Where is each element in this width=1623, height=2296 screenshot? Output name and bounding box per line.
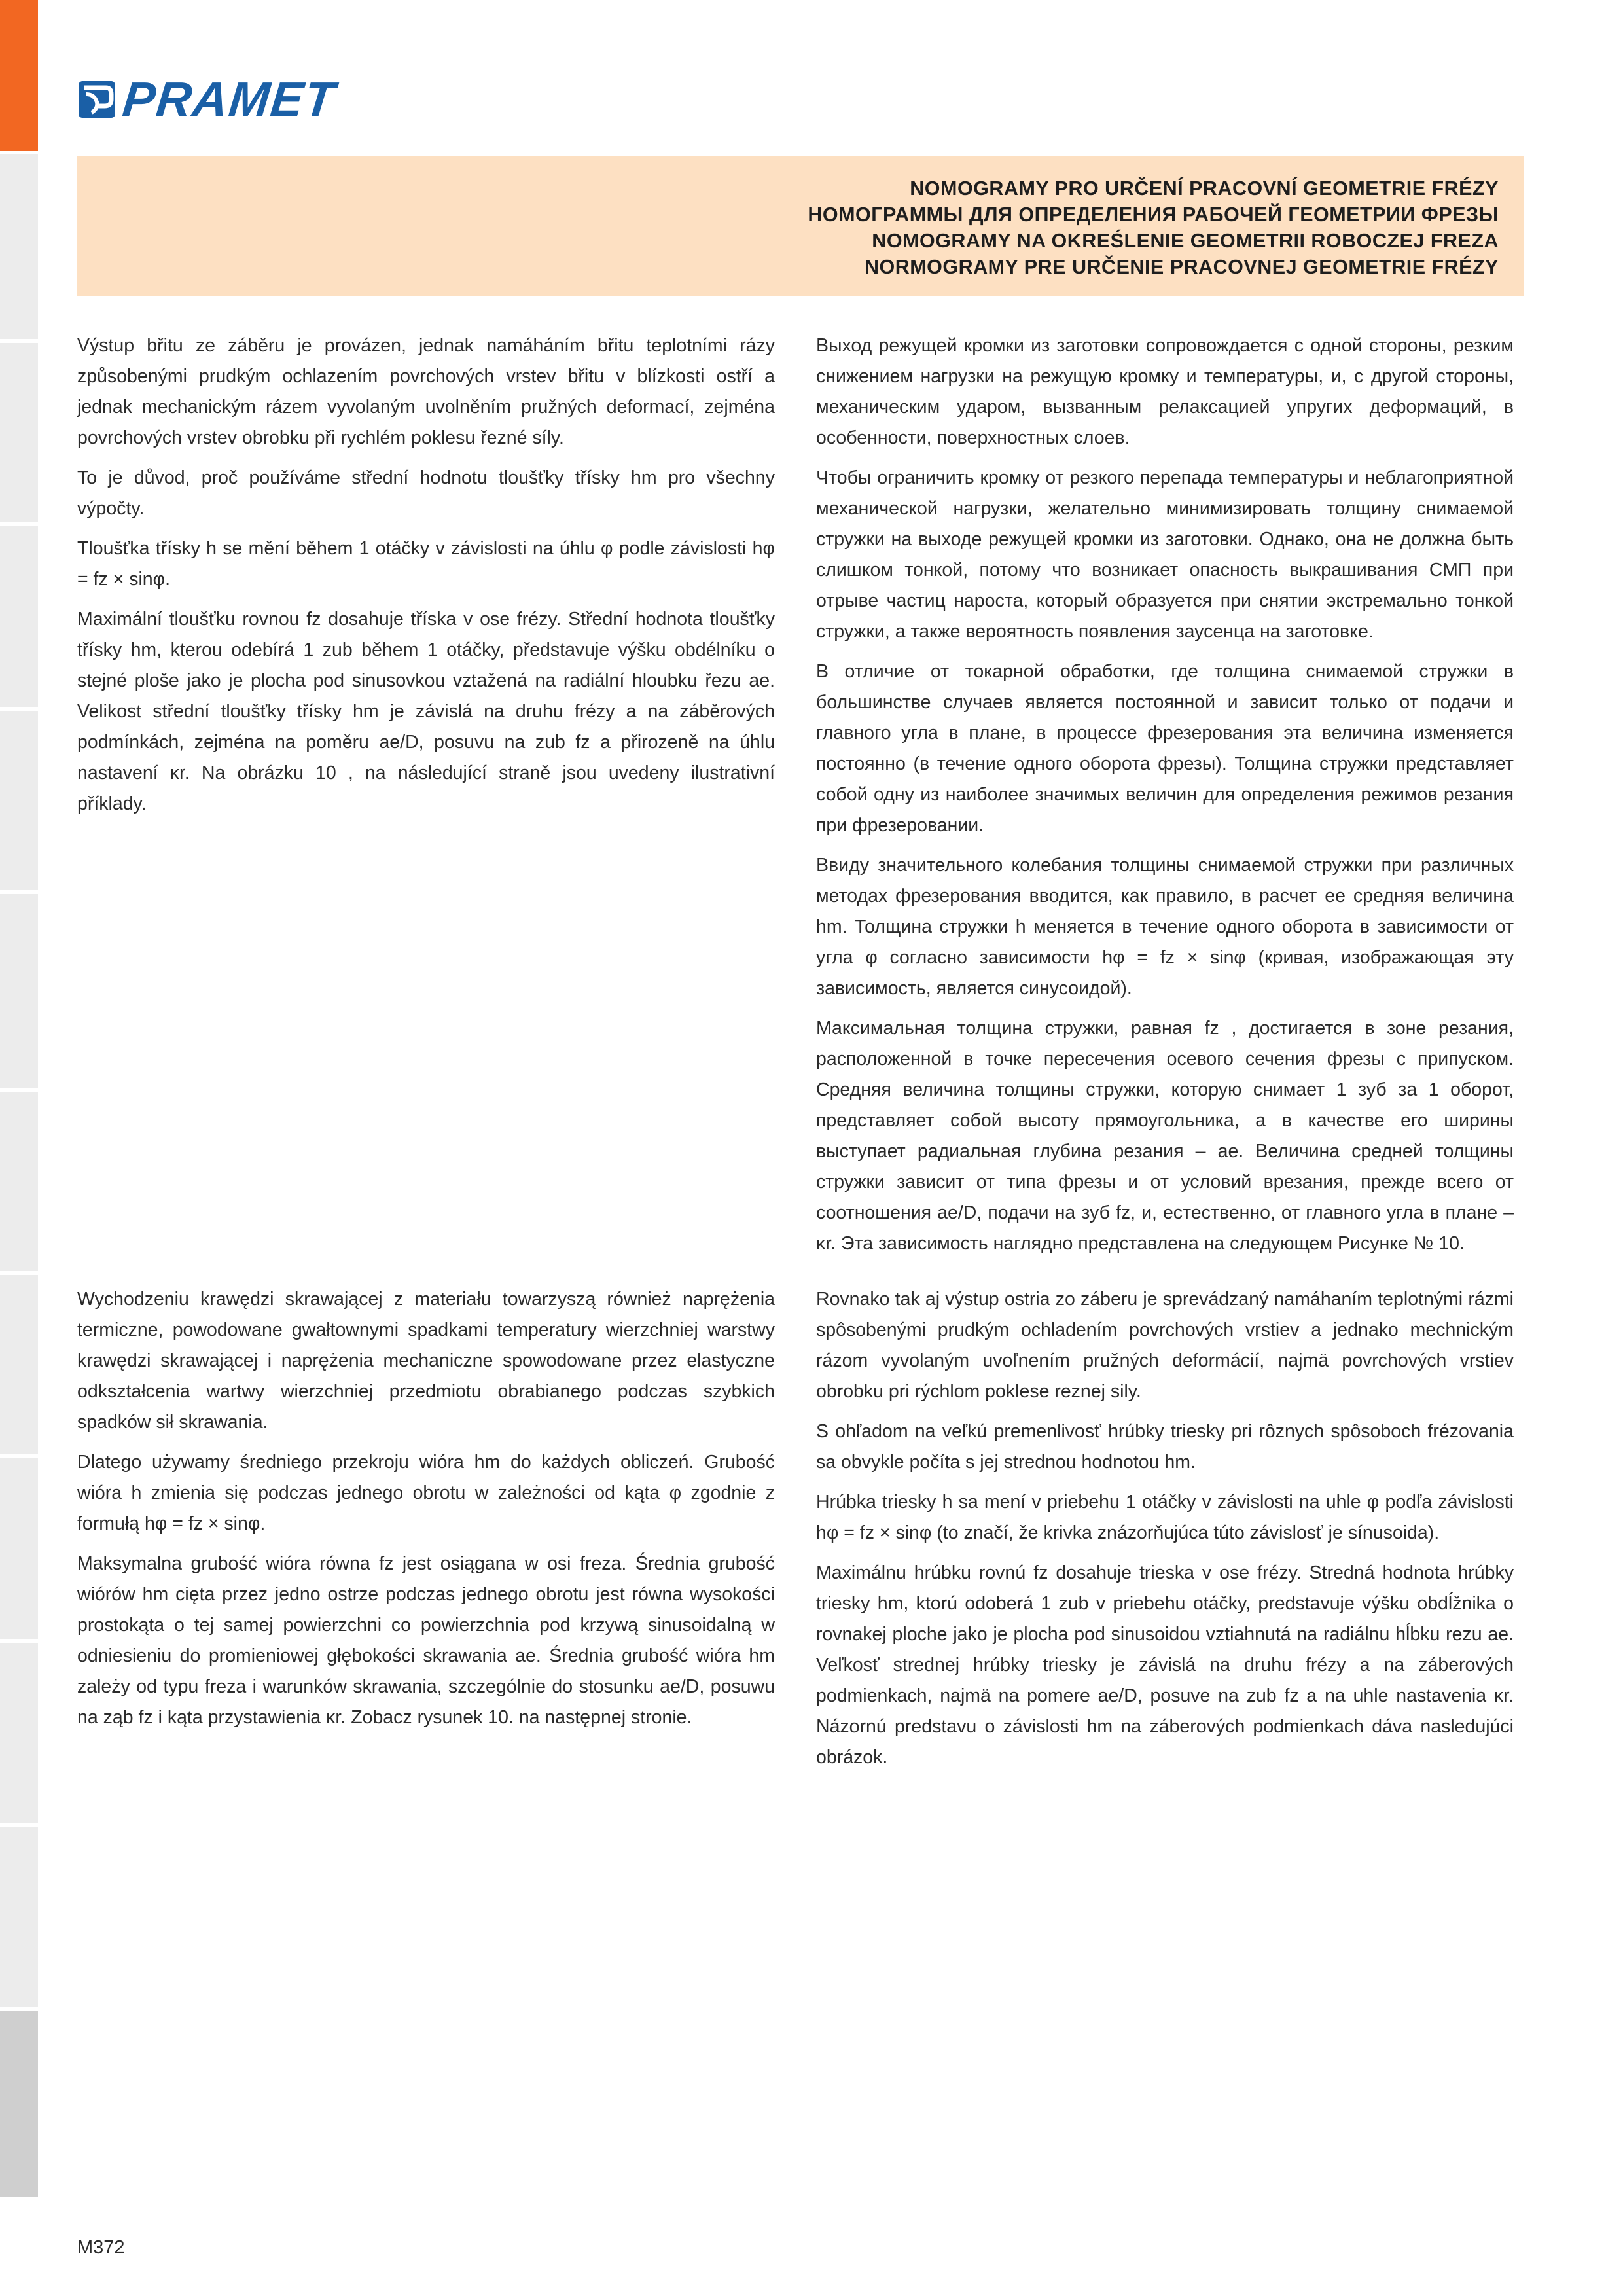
side-tab-strip [0,0,38,2296]
page-number: M372 [77,2237,125,2258]
text-column-czech [77,331,775,829]
paragraph: Výstup břitu ze záběru je provázen, jednak namáháním břitu teplotními rázy způsobenými prudkým ochlazením povrchových vrstev břitu v blízkosti ostří a jednak mechanickým rázem vyvolaným uvolněním pružných deformací, zejména povrchových vrstev obrobku při rychlém poklesu řezné síly. [77,335,775,448]
side-tab [0,894,38,1092]
title-russian: НОМОГРАММЫ ДЛЯ ОПРЕДЕЛЕНИЯ РАБОЧЕЙ ГЕОМЕТРИИ ФРЕЗЫ [808,204,1499,226]
side-tab [0,1275,38,1458]
side-tab-active [0,0,38,154]
paragraph: Максимальная толщина стружки, равная fz , достигается в зоне резания, расположенной в точке пересечения осевого сечения фрезы с припуском. Средняя величина толщины стружки, которую снимает 1 зуб за 1 оборот, представляет собой высоту прямоугольника, а в качестве его ширины выступает радиальная глубина резания – ae. Величина средней толщины стружки зависит от типа фрезы и от условий врезания, прежде всего от соотношения ae/D, подачи на зуб fz, и, естественно, от главного угла в плане – κr. Эта зависимость наглядно представлена на следующем Рисунке № 10. [816,1018,1514,1254]
paragraph: В отличие от токарной обработки, где толщина снимаемой стружки в большинстве случаев является постоянной и зависит только от подачи и главного угла в плане, в процессе фрезерования эта величина изменяется постоянно (в течение одного оборота фрезы). Толщина стружки представляет собой одну из наиболее значимых величин для определения режимов резания при фрезеровании. [816,661,1514,836]
paragraph: S ohľadom na veľkú premenlivosť hrúbky triesky pri rôznych spôsoboch frézovania sa obvykle počíta s jej strednou hodnotou hm. [816,1421,1514,1473]
paragraph: Maksymalna grubość wióra równa fz jest osiągana w osi freza. Średnia grubość wiórów hm cięta przez jedno ostrze podczas jednego obrotu jest równa wysokości prostokąta o tej samej powierzchni co powierzchnia pod krzywą sinusoidalną w odniesieniu do promieniowej głębokości skrawania ae. Średnia grubość wióra hm zależy od typu freza i warunków skrawania, szczególnie do stosunku ae/D, posuwu na ząb fz i kąta przystawienia κr. Zobacz rysunek 10. na następnej stronie. [77,1553,775,1728]
side-tab [0,2011,38,2200]
paragraph: Чтобы ограничить кромку от резкого перепада температуры и неблагоприятной механической нагрузки, желательно минимизировать толщину снимаемой стружки на выходе режущей кромки из заготовки. Однако, она не должна быть слишком тонкой, потому что возникает опасность выкрашивания СМП при отрыве частиц нароста, который образуется при снятии экстремально тонкой стружки, а также вероятность появления заусенца на заготовке. [816,467,1514,642]
title-czech: NOMOGRAMY PRO URČENÍ PRACOVNÍ GEOMETRIE FRÉZY [910,177,1499,200]
side-tab [0,154,38,343]
pramet-logo-wordmark: PRAMET [120,72,338,126]
text-column-polish [77,1284,775,1742]
title-slovak: NORMOGRAMY PRE URČENIE PRACOVNEJ GEOMETRIE FRÉZY [864,256,1499,278]
paragraph: Dlatego używamy średniego przekroju wióra hm do każdych obliczeń. Grubość wióra h zmienia się podczas jednego obrotu w zależności od kąta φ zgodnie z formułą hφ = fz × sinφ. [77,1452,775,1534]
paragraph: Rovnako tak aj výstup ostria zo záberu je sprevádzaný namáhaním teplotnými rázmi spôsobenými prudkým ochladením povrchových vrstiev a jednako mechnickým rázom vyvolaným uvoľnením pružných deformácií, najmä povrchových vrstiev obrobku pri rýchlom poklese reznej sily. [816,1289,1514,1402]
pramet-logo [77,72,338,126]
text-column-russian [816,331,1514,1268]
paragraph: To je důvod, proč používáme střední hodnotu tloušťky třísky hm pro všechny výpočty. [77,467,775,519]
side-tab [0,1643,38,1827]
paragraph: Ввиду значительного колебания толщины снимаемой стружки при различных методах фрезерования вводится, как правило, в расчет ее средняя величина hm. Толщина стружки h меняется в течение одного оборота в зависимости от угла φ согласно зависимости hφ = fz × sinφ (кривая, изображающая эту зависимость, является синусоидой). [816,855,1514,999]
header-titles [808,175,1499,280]
section-header [77,156,1524,296]
side-tab [0,343,38,526]
side-tab [0,1827,38,2011]
side-tab [0,526,38,711]
paragraph: Hrúbka triesky h sa mení v priebehu 1 otáčky v závislosti na uhle φ podľa závislosti hφ = fz × sinφ (to značí, že krivka znázorňujúca túto závislosť je sínusoida). [816,1492,1514,1543]
paragraph: Выход режущей кромки из заготовки сопровождается с одной стороны, резким снижением нагрузки на режущую кромку и температуры, и, с другой стороны, механическим ударом, вызванным релаксацией упругих деформаций, в особенности, поверхностных слоев. [816,335,1514,448]
side-tab [0,1092,38,1275]
side-tab [0,1458,38,1643]
title-polish: NOMOGRAMY NA OKREŚLENIE GEOMETRII ROBOCZEJ FREZA [872,230,1499,252]
paragraph: Maximální tloušťku rovnou fz dosahuje tříska v ose frézy. Střední hodnota tloušťky třísky hm, kterou odebírá 1 zub během 1 otáčky, představuje výšku obdélníku o stejné ploše jako je plocha pod sinusovkou vztažená na radiální hloubku řezu ae. Velikost střední tloušťky třísky hm je závislá na druhu frézy a na záběrových podmínkách, zejména na poměru ae/D, posuvu na zub fz a přirozeně na úhlu nastavení κr. Na obrázku 10 , na následující straně jsou uvedeny ilustrativní příklady. [77,609,775,814]
paragraph: Tloušťka třísky h se mění během 1 otáčky v závislosti na úhlu φ podle závislosti hφ = fz × sinφ. [77,538,775,590]
paragraph: Wychodzeniu krawędzi skrawającej z materiału towarzyszą również naprężenia termiczne, powodowane gwałtownymi spadkami temperatury wierzchniej warstwy krawędzi skrawającej i naprężenia mechaniczne spowodowane przez elastyczne odkształcenia wartwy wierzchniej przedmiotu obrabianego podczas szybkich spadków sił skrawania. [77,1289,775,1433]
pramet-logo-mark-icon [77,80,116,119]
text-column-slovak [816,1284,1514,1782]
paragraph: Maximálnu hrúbku rovnú fz dosahuje trieska v ose frézy. Stredná hodnota hrúbky triesky hm, ktorú odoberá 1 zub v priebehu otáčky, predstavuje výšku obdĺžnika o rovnakej ploche jako je plocha pod sinusoidou vztiahnutá na radiálnu hĺbku rezu ae. Veľkosť strednej hrúbky triesky je závislá na druhu frézy a na záberových podmienkach, najmä na pomere ae/D, posuve na zub fz a na uhle nastavenia κr. Názornú predstavu o závislosti hm na záberových podmienkach dáva nasledujúci obrázok. [816,1562,1514,1768]
side-tab [0,711,38,894]
